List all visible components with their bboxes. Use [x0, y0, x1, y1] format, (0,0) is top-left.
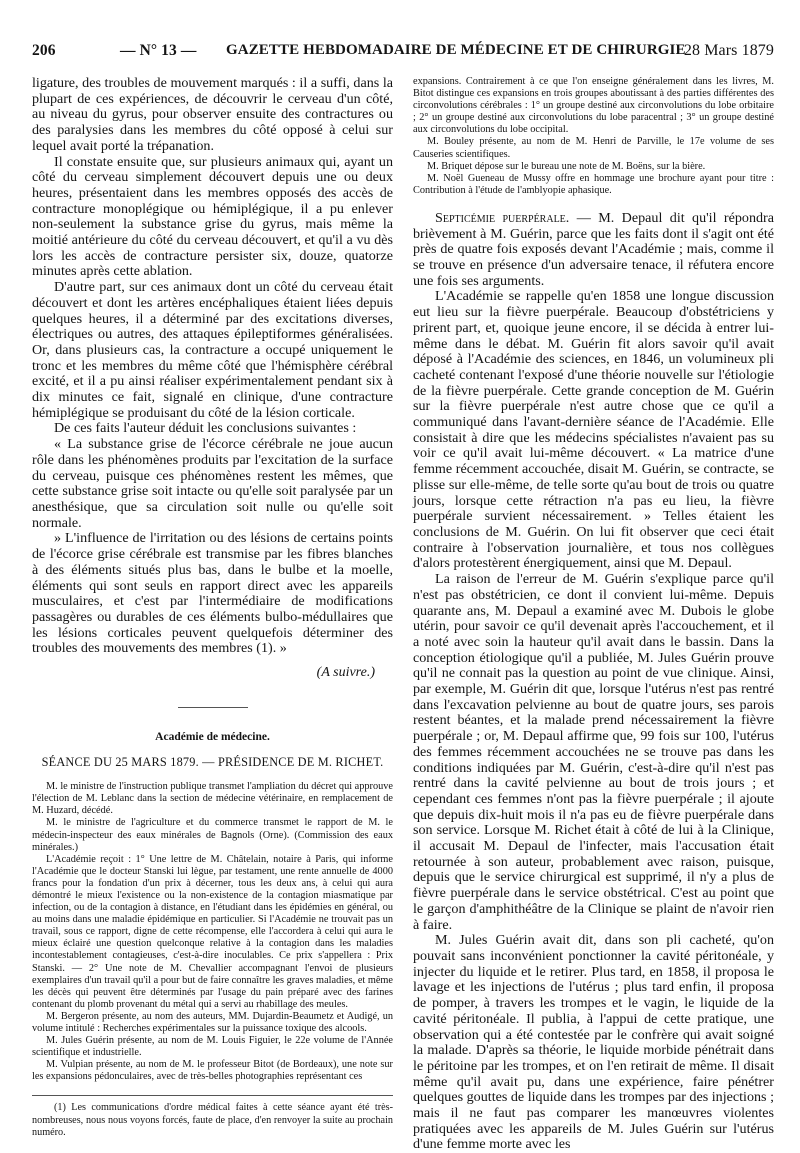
journal-title: GAZETTE HEBDOMADAIRE DE MÉDECINE ET DE CHIRURGIE	[226, 42, 686, 58]
session-heading: SÉANCE DU 25 MARS 1879. — PRÉSIDENCE DE M. RICHET.	[41, 755, 384, 770]
footnote-divider	[32, 1095, 393, 1096]
issue-date: 28 Mars 1879	[683, 42, 774, 59]
session-minutes	[32, 781, 393, 1083]
left-column	[32, 76, 393, 1139]
paragraph: Il constate ensuite que, sur plusieurs animaux qui, ayant un côté du cerveau simplement découvert depuis une ou deux heures, présentaient dans les membres opposés des accès de contracture monoplégique ou hémiplégique, il a pu enlever non-seulement la substance grise du gyrus, mais même la moitié antérieure du côté du cerveau découvert, et qu'il a vu dès lors les accès de contracture persister six, douze, quatorze minutes après cette ablation.	[32, 153, 393, 280]
section-divider	[178, 707, 248, 708]
paragraph: » L'influence de l'irritation ou des lésions de certains points de l'écorce grise cérébrale est transmise par les fibres blanches à des éléments situés plus bas, dans le bulbe et la moelle, éléments qui sont seuls en rapport direct avec les appareils musculaires, et c'est par l'intermédiaire de modifications passagères ou durables de ces éléments bulbo-médullaires que les lésions corticales peuvent quelquefois déterminer des troubles des mouvements des membres (1). »	[32, 530, 393, 657]
academy-heading: Académie de médecine.	[155, 730, 270, 743]
paragraph: M. Jules Guérin avait dit, dans son pli cacheté, qu'on pouvait sans inconvénient ponctionner la cavité péritonéale, y injecter du liquide et le retirer. Plus tard, en 1858, il proposa le lavage et les injections de l'utérus ; plus tard enfin, il proposa de pomper, à travers les trompes et le vagin, le liquide de la cavité péritonéale. Il publia, à l'appui de cette pratique, une observation qui a été contestée par le confrère qui avait soigné la malade. D'après sa théorie, le liquide morbide pénétrait dans le péritoine par les trompes, et on l'en retirait de même. Il disait même qu'il avait pu, dans une expérience, faire pénétrer quelques gouttes de liquide dans les trompes par des injections ; mais il ne faut pas comparer les manœuvres violentes pratiquées avec les appareils de M. Jules Guérin sur l'utérus d'une femme morte avec les	[413, 932, 774, 1153]
minute-item: expansions. Contrairement à ce que l'on enseigne généralement dans les livres, M. Bitot distingue ces expansions en trois groupes aboutissant à des parties différentes des circonvolutions cérébrales : 1° un groupe destiné aux circonvolutions du lobe orbitaire ; 2° un groupe destiné aux circonvolutions du lobe paracentral ; 3° un groupe destiné aux circonvolutions du lobe occipital.	[413, 76, 774, 136]
paragraph: De ces faits l'auteur déduit les conclusions suivantes :	[54, 420, 357, 437]
minute-item: M. Jules Guérin présente, au nom de M. Louis Figuier, le 22e volume de l'Année scientifique et industrielle.	[32, 1035, 393, 1059]
minute-item: M. Briquet dépose sur le bureau une note de M. Boëns, sur la bière.	[427, 160, 706, 172]
paragraph: ligature, des troubles de mouvement marqués : il a suffi, dans la plupart de ces expériences, de découvrir le cerveau d'un côté, au niveau du gyrus, pour observer ensuite des contractures ou des paralysies dans les membres du côté opposé à celui sur lequel avait porté la trépanation.	[32, 75, 393, 154]
paragraph: « La substance grise de l'écorce cérébrale ne joue aucun rôle dans les phénomènes produits par l'excitation de la surface du cerveau, puisque ces phénomènes restent les mêmes, que cette substance grise soit intacte ou qu'elle soit paralysée par un anesthésique, que sa circulation soit nulle ou qu'elle soit normale.	[32, 436, 393, 531]
paragraph-text: — M. Depaul dit qu'il répondra brièvement à M. Guérin, parce que les faits dont il s'agit ont été près de quatre fois exposés devant l'Académie ; mais, comme il se trouve en présence d'un adversaire tenace, il réfutera encore une fois ses arguments.	[413, 209, 774, 289]
paragraph: L'Académie se rappelle qu'en 1858 une longue discussion eut lieu sur la fièvre puerpérale. Beaucoup d'obstétriciens y prirent part, et, quoique jeune encore, il se décida à entrer lui-même dans le débat. M. Guérin fit alors savoir qu'il avait déposé à l'Académie des sciences, en 1846, un volumineux pli cacheté contenant l'exposé d'une théorie nouvelle sur l'étiologie de la fièvre puerpérale. Cette grande conception de M. Guérin sur la fièvre puerpérale n'est autre chose que ce qu'il a communiqué dans l'avant-dernière séance de l'Académie. Elle consistait à dire que les médecins spécialistes n'avaient pas su voir ce qu'il avait lui-même découvert. « La matrice d'une femme récemment accouchée, disait M. Guérin, se contracte, se plisse sur elle-même, de telle sorte qu'au bout de trois ou quatre jours, lorsque cette rétraction n'a pas eu lieu, la fièvre puerpérale survient nécessairement. » Telles étaient les conclusions de M. Guérin. On lui fit observer que ceci était contraire à l'observation journalière, et tous nos collègues d'alors protestèrent énergiquement, ainsi que M. Depaul.	[413, 288, 774, 572]
minute-item: L'Académie reçoit : 1° Une lettre de M. Châtelain, notaire à Paris, qui informe l'Académie que le docteur Stanski lui lègue, par testament, une rente annuelle de 4000 francs pour la fondation d'un prix à décerner, tous les deux ans, à celui qui aura démontré le mieux l'existence ou la non-existence de la contagion miasmatique par infection, ou de la contagion à distance, en l'étudiant dans les épidémies en général, ou au moins dans une maladie épidémique en particulier. Si l'Académie ne trouvait pas un travail, sous ce rapport, digne de cette récompense, elle l'accordera à celui qui aura le mieux éclairé une question quelconque relative à la contagion dans les maladies incontestablement contagieuses, c'est-à-dire inoculables. Ce prix s'appellera : Prix Stanski. — 2° Une note de M. Chevallier accompagnant l'envoi de plusieurs exemplaires d'un travail qu'il a pour but de faire connaître les graves maladies, et même les décès qui peuvent être déterminés par l'usage du pain préparé avec des farines contenant du plomb provenant du métal qui a servi au rhabillage des meules.	[32, 853, 393, 1010]
page-number: 206	[32, 42, 56, 59]
page-header	[32, 42, 774, 64]
minute-item: M. Bouley présente, au nom de M. Henri de Parville, le 17e volume de ses Causeries scientifiques.	[413, 136, 774, 160]
minute-item: M. Noël Gueneau de Mussy offre en hommage une brochure ayant pour titre : Contribution à l'étude de l'amblyopie aphasique.	[413, 172, 774, 196]
minute-item: M. le ministre de l'agriculture et du commerce transmet le rapport de M. le médecin-inspecteur des eaux minérales de Bagnols (Orne). (Commission des eaux minérales.)	[32, 817, 393, 853]
minute-item: M. Bergeron présente, au nom des auteurs, MM. Dujardin-Beaumetz et Audigé, un volume intitulé : Recherches expérimentales sur la puissance toxique des alcools.	[32, 1010, 393, 1034]
minute-item: M. le ministre de l'instruction publique transmet l'ampliation du décret qui approuve l'élection de M. Leblanc dans la section de médecine vétérinaire, en remplacement de M. Huzard, décédé.	[32, 781, 393, 817]
paragraph: D'autre part, sur ces animaux dont un côté du cerveau était découvert et dont les artères encéphaliques étaient liées depuis quelques heures, il a déterminé par des excitations diverses, électriques ou autres, des attaques épileptiformes généralisées. Or, dans plusieurs cas, la contracture a occupé uniquement le tronc et les membres du même côté que l'hémisphère cérébral excité, et il a pu ainsi réaliser expérimentalement pendant six à dix minutes ce fait, signalé en clinique, d'une contracture hémiplégique se produisant du côté de la lésion corticale.	[32, 279, 393, 421]
issue-number: — N° 13 —	[120, 42, 197, 59]
right-column	[413, 76, 774, 1153]
paragraph	[413, 211, 774, 290]
paragraph: La raison de l'erreur de M. Guérin s'explique parce qu'il n'est pas obstétricien, ce dont il convient lui-même. Depuis quarante ans, M. Depaul a examiné avec M. Dubois le globe utérin, pour savoir ce qu'il devenait après l'accouchement, et il a noté avec soin la hauteur qu'il avait dans le bassin. Dans la conception étiologique qu'il a publiée, M. Jules Guérin prouve qu'il ne connait pas la question au point de vue clinique. Ainsi, par exemple, M. Guérin dit que, lorsque l'utérus n'est pas rentré dans l'excavation pelvienne au bout de quatre jours, ses parois restent béantes, et la malade prend nécessairement la fièvre puerpérale ; or, M. Depaul affirme que, 99 fois sur 100, l'utérus des femmes récemment accouchées ne se trouve pas dans les conditions indiquées par M. Guérin, c'est-à-dire qu'il n'est pas rentré dans la cavité pelvienne au bout de trois jours ; et cependant ces femmes n'ont pas la fièvre puerpérale ; il ajoute que depuis dix-huit mois il n'a pas eu de fièvre puerpérale dans son service. Lorsque M. Richet était à côté de lui à la Clinique, il accusait M. Depaul de l'infecter, mais l'accusation était retournée à son auteur, probablement avec raison, puisque, depuis que le service chirurgical est supprimé, il n'y a plus de fièvre puerpérale dans le service obstétrical. C'est au point que le garçon d'amphithéâtre de la Clinique se plaint de n'avoir rien à faire.	[413, 571, 774, 933]
footnote: (1) Les communications d'ordre médical faites à cette séance ayant été très-nombreuses, nous nous voyons forcés, faute de place, d'en renvoyer la suite au prochain numéro.	[32, 1102, 393, 1139]
section-lead: Septicémie puerpérale.	[435, 209, 570, 226]
minute-item: M. Vulpian présente, au nom de M. le professeur Bitot (de Bordeaux), une note sur les expansions pédonculaires, avec de très-belles photographies représentant ces	[32, 1059, 393, 1083]
to-be-continued: (A suivre.)	[316, 665, 375, 681]
session-minutes-continued	[413, 76, 774, 197]
